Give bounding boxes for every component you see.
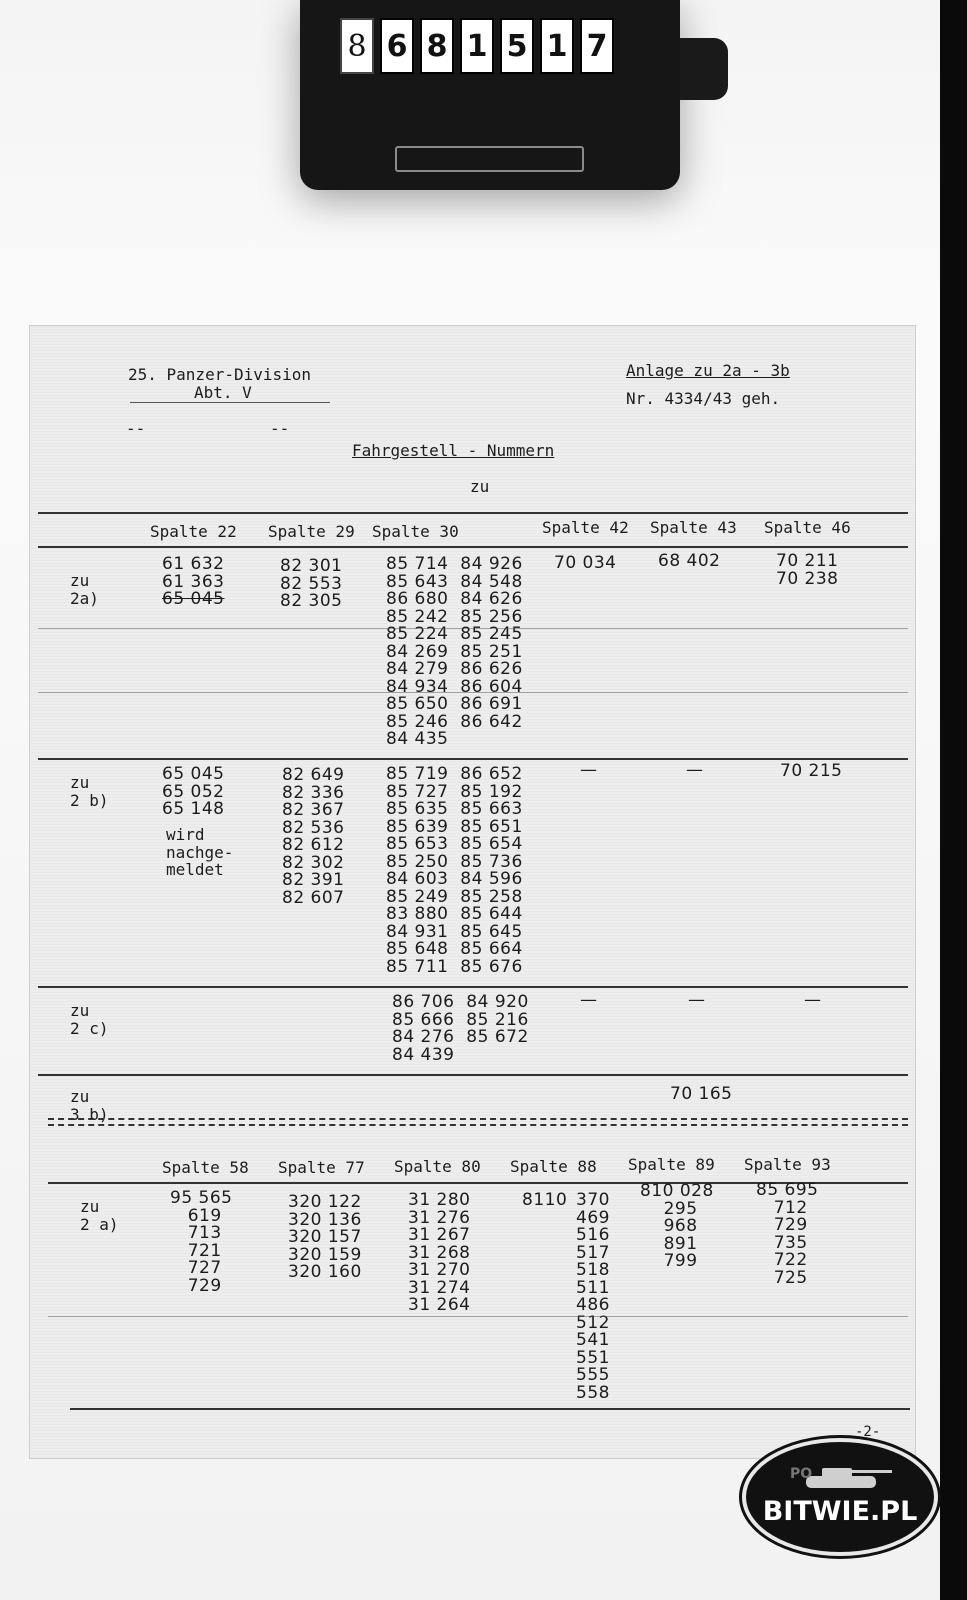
- cell-2a-spalte-43: 68 402: [658, 551, 721, 571]
- cell-2b-spalte-29: 82 649 82 336 82 367 82 536 82 612 82 302 82 391 82 607: [282, 765, 345, 908]
- logo-text: BITWIE.PL: [762, 1496, 918, 1527]
- counter-knob: [680, 38, 728, 100]
- page-number: -2-: [855, 1424, 881, 1440]
- counter-digit: 6: [380, 18, 414, 74]
- tank-icon: [786, 1462, 896, 1496]
- cell-2b-spalte-22: 65 045 65 052 65 148: [162, 764, 225, 819]
- counter-slot: [395, 146, 584, 172]
- col-header-spalte-58: Spalte 58: [162, 1158, 249, 1177]
- cell-2a-spalte-30: 85 714 84 926 85 643 84 548 86 680 84 626 85 242 85 256 85 224 85 245 84 269 85 251 84 279 86 626 84 934 86 604 85 650 86 691 85 246 86 642 84 435: [386, 554, 523, 749]
- col-header-spalte-30: Spalte 30: [372, 522, 459, 541]
- col-header-spalte-22: Spalte 22: [150, 522, 237, 541]
- cell-spalte-88-prefix: 8110: [522, 1190, 568, 1210]
- cell-spalte-89: 810 028 295 968 891 799: [640, 1181, 714, 1271]
- row-label-2a: zu 2a): [70, 571, 99, 608]
- col-header-spalte-46: Spalte 46: [764, 518, 851, 537]
- row-label-2a-table2: zu 2 a): [80, 1197, 119, 1234]
- cell-spalte-58: 95 565 619 713 721 727 729: [170, 1188, 233, 1296]
- cell-2b-spalte-46: 70 215: [780, 761, 843, 781]
- counter-digits: [340, 18, 614, 70]
- header-dash-right: --: [270, 419, 290, 438]
- unit-name: 25. Panzer-Division: [128, 365, 312, 384]
- cell-2a-spalte-46: 70 211 70 238: [776, 551, 839, 589]
- cell-spalte-93: 85 695 712 729 735 722 725: [756, 1180, 819, 1288]
- document-sheet: [30, 326, 915, 1458]
- document-subtitle: zu: [470, 477, 490, 496]
- counter-digit: 8: [340, 18, 374, 74]
- logo-prefix: PO: [790, 1466, 813, 1482]
- cell-2c-spalte-42: —: [580, 990, 598, 1010]
- cell-2b-spalte-30: 85 719 86 652 85 727 85 192 85 635 85 663 85 639 85 651 85 653 85 654 85 250 85 736 84 603 84 596 85 249 85 258 83 880 85 644 84 931 85 645 85 648 85 664 85 711 85 676: [386, 764, 523, 977]
- col-header-spalte-93: Spalte 93: [744, 1155, 831, 1174]
- cell-2c-spalte-30: 86 706 84 920 85 666 85 216 84 276 85 672 84 439: [392, 992, 529, 1065]
- cell-2b-spalte-43: —: [686, 760, 704, 780]
- counter-digit: 1: [540, 18, 574, 74]
- counter-digit: 7: [580, 18, 614, 74]
- cell-2a-spalte-22: 61 632 61 363: [162, 554, 225, 592]
- cell-2a-spalte-22-struck: 65 045: [162, 589, 225, 609]
- bitwie-logo: [742, 1438, 938, 1556]
- cell-2b-spalte-22-note: wird nachge- meldet: [166, 825, 234, 879]
- cell-spalte-77: 320 122 320 136 320 157 320 159 320 160: [288, 1192, 362, 1282]
- col-header-spalte-29: Spalte 29: [268, 522, 355, 541]
- cell-2c-spalte-46: —: [804, 990, 822, 1010]
- col-header-spalte-77: Spalte 77: [278, 1158, 365, 1177]
- department: Abt. V: [194, 383, 252, 402]
- col-header-spalte-89: Spalte 89: [628, 1155, 715, 1174]
- col-header-spalte-42: Spalte 42: [542, 518, 629, 537]
- annex-label: Anlage zu 2a - 3b: [626, 361, 790, 380]
- header-dash-left: --: [126, 419, 146, 438]
- cell-2a-spalte-42: 70 034: [554, 553, 617, 573]
- row-label-3b: zu 3 b): [70, 1087, 109, 1124]
- cell-2a-spalte-29: 82 301 82 553 82 305: [280, 556, 343, 611]
- document-title: Fahrgestell - Nummern: [352, 441, 555, 460]
- cell-spalte-88: 370 469 516 517 518 511 486 512 541 551 555 558: [576, 1190, 610, 1403]
- cell-3b-spalte-43: 70 165: [670, 1084, 733, 1104]
- cell-spalte-80: 31 280 31 276 31 267 31 268 31 270 31 274 31 264: [408, 1190, 471, 1315]
- row-label-2b: zu 2 b): [70, 773, 109, 810]
- counter-digit: 1: [460, 18, 494, 74]
- cell-2b-spalte-42: —: [580, 760, 598, 780]
- col-header-spalte-88: Spalte 88: [510, 1157, 597, 1176]
- reference-number: Nr. 4334/43 geh.: [626, 389, 781, 408]
- col-header-spalte-80: Spalte 80: [394, 1157, 481, 1176]
- col-header-spalte-43: Spalte 43: [650, 518, 737, 537]
- row-label-2c: zu 2 c): [70, 1001, 109, 1038]
- counter-digit: 8: [420, 18, 454, 74]
- counter-digit: 5: [500, 18, 534, 74]
- cell-2c-spalte-43: —: [688, 990, 706, 1010]
